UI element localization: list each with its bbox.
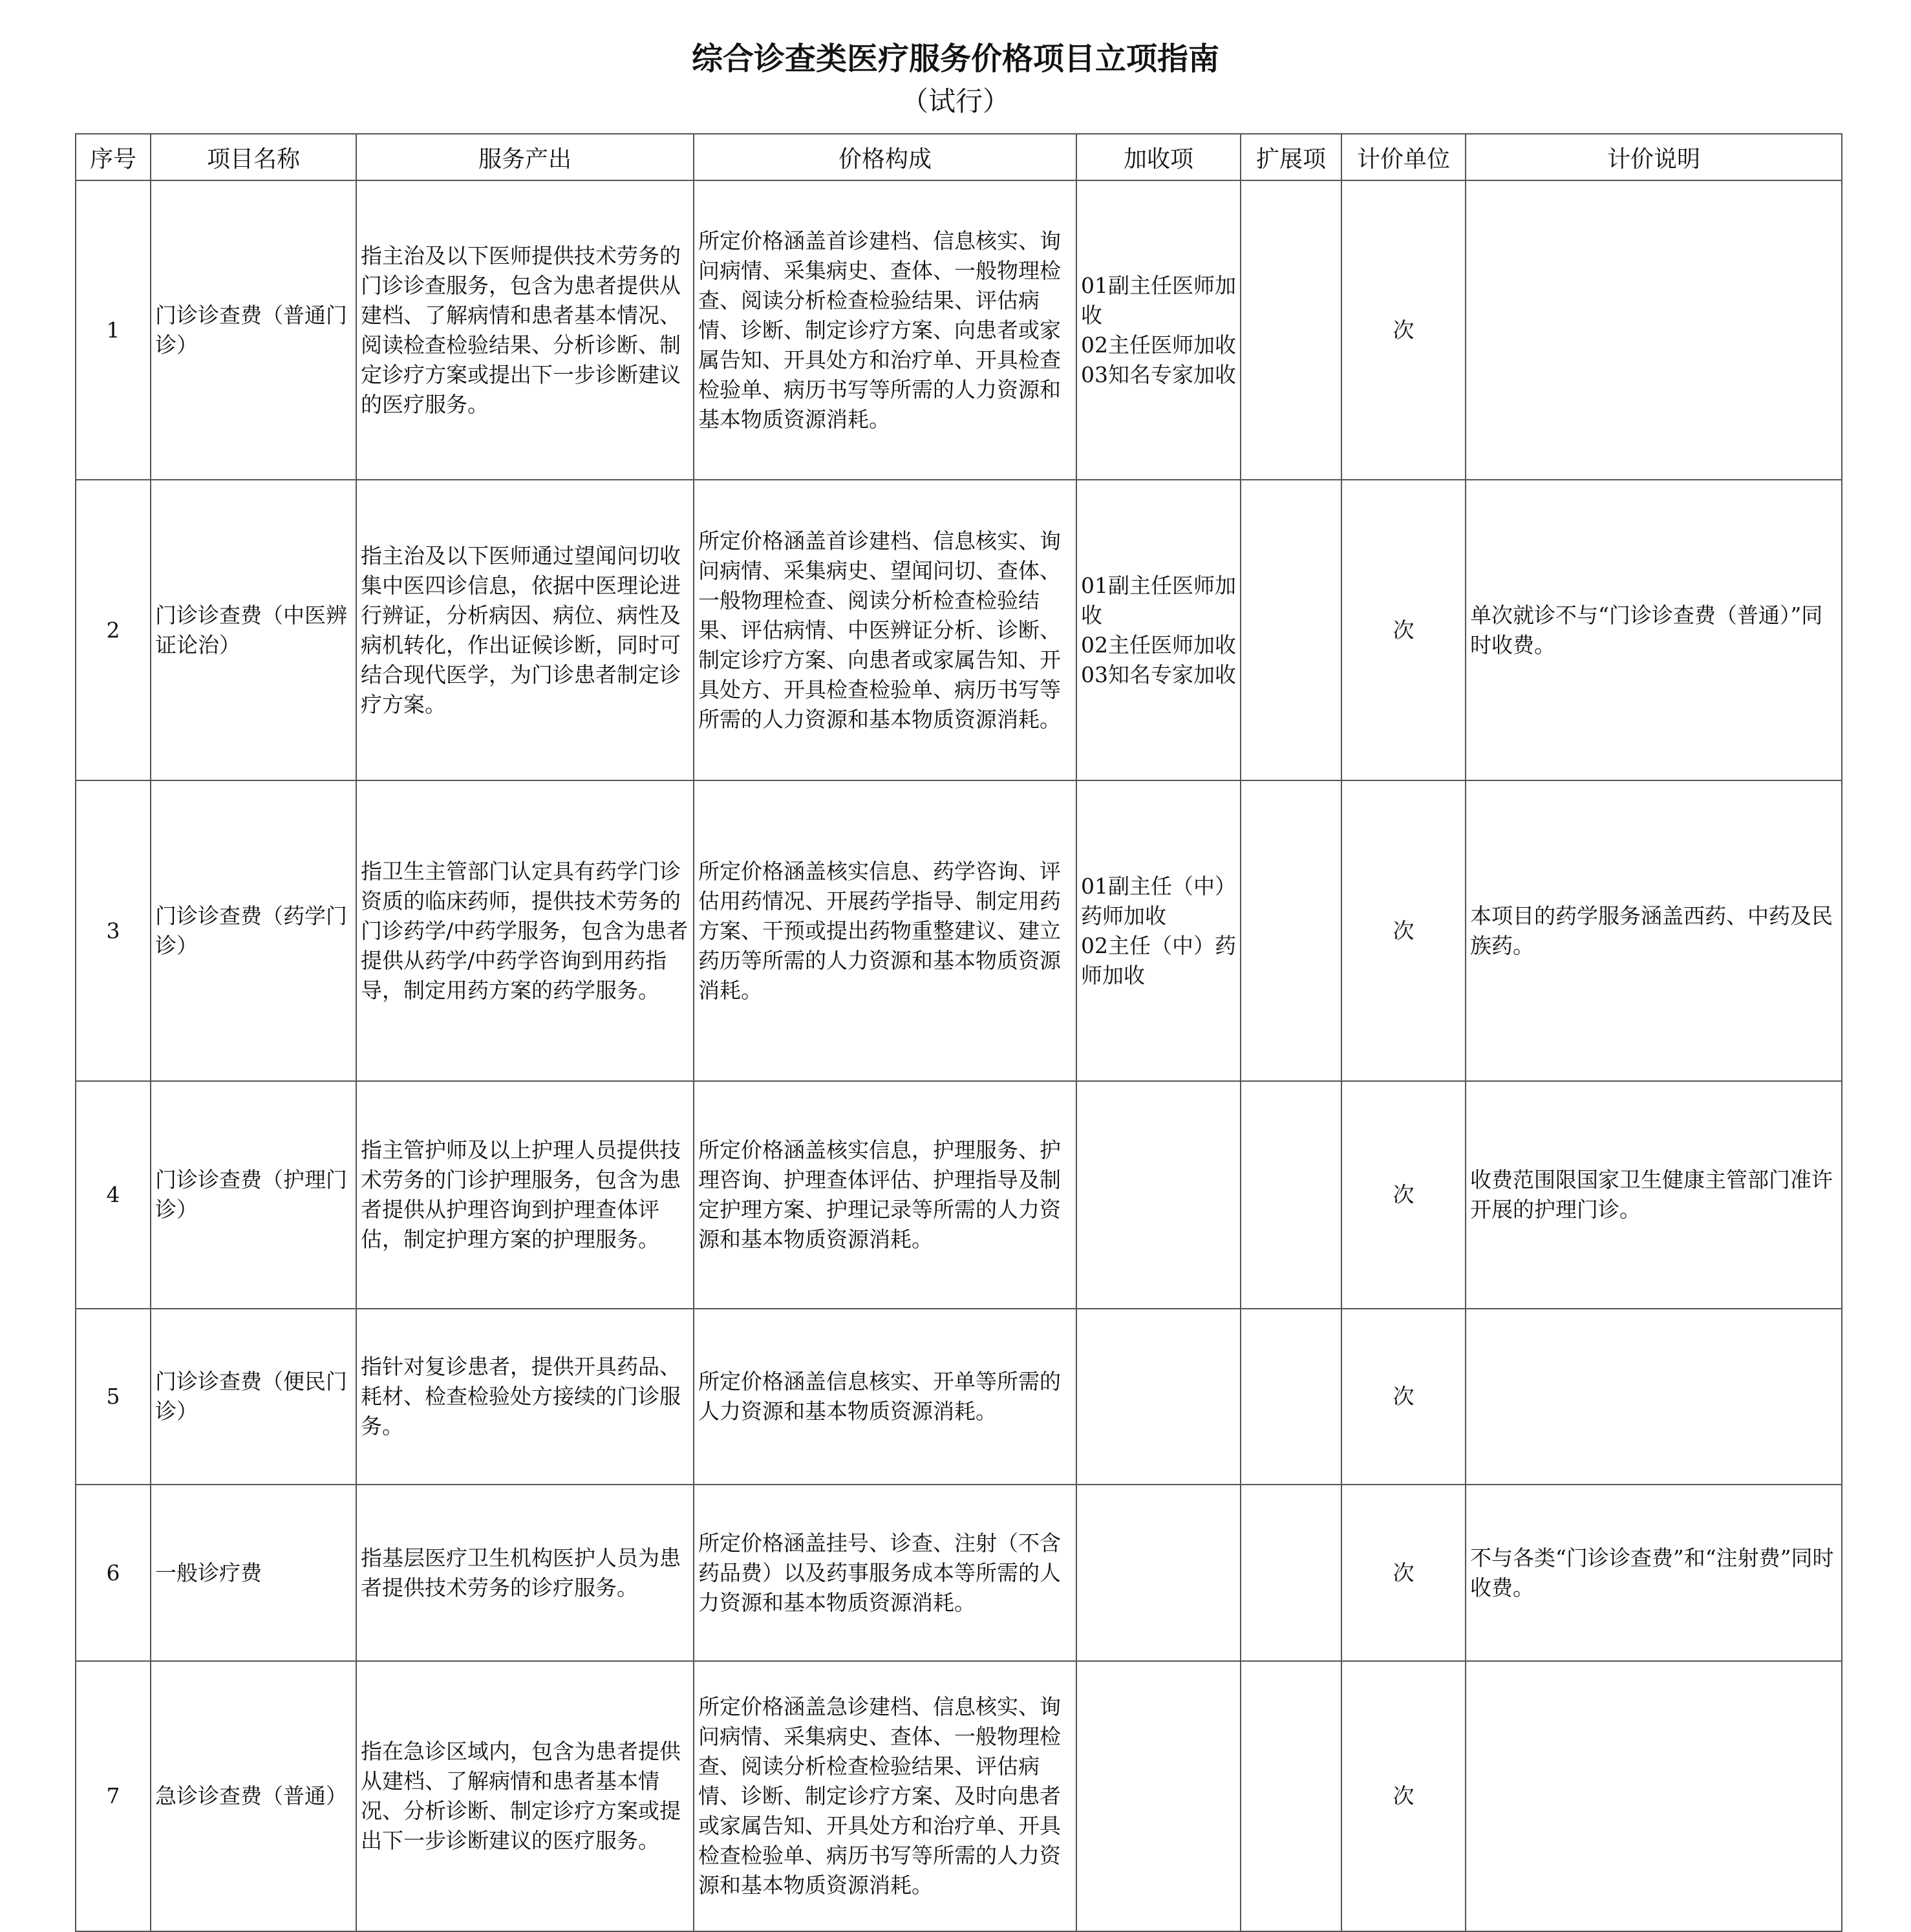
cell-price: 所定价格涵盖挂号、诊查、注射（不含药品费）以及药事服务成本等所需的人力资源和基本物质资源消耗。 — [694, 1485, 1076, 1661]
cell-note — [1466, 1309, 1842, 1485]
cell-unit: 次 — [1341, 1661, 1466, 1931]
cell-note: 收费范围限国家卫生健康主管部门准许开展的护理门诊。 — [1466, 1081, 1842, 1309]
cell-no: 7 — [76, 1661, 151, 1931]
cell-surcharge — [1076, 1081, 1241, 1309]
cell-price: 所定价格涵盖急诊建档、信息核实、询问病情、采集病史、查体、一般物理检查、阅读分析检查检验结果、评估病情、诊断、制定诊疗方案、及时向患者或家属告知、开具处方和治疗单、开具检查检验单、病历书写等所需的人力资源和基本物质资源消耗。 — [694, 1661, 1076, 1931]
cell-name: 门诊诊查费（护理门诊） — [151, 1081, 356, 1309]
cell-output: 指主治及以下医师通过望闻问切收集中医四诊信息，依据中医理论进行辨证，分析病因、病位、病性及病机转化，作出证候诊断，同时可结合现代医学，为门诊患者制定诊疗方案。 — [356, 480, 694, 780]
cell-extension — [1241, 1081, 1341, 1309]
cell-output: 指主治及以下医师提供技术劳务的门诊诊查服务，包含为患者提供从建档、了解病情和患者基本情况、阅读检查检验结果、分析诊断、制定诊疗方案或提出下一步诊断建议的医疗服务。 — [356, 180, 694, 480]
cell-note: 本项目的药学服务涵盖西药、中药及民族药。 — [1466, 780, 1842, 1081]
header-output: 服务产出 — [356, 134, 694, 180]
cell-surcharge — [1076, 1485, 1241, 1661]
cell-output: 指基层医疗卫生机构医护人员为患者提供技术劳务的诊疗服务。 — [356, 1485, 694, 1661]
cell-extension — [1241, 1485, 1341, 1661]
header-surcharge: 加收项 — [1076, 134, 1241, 180]
cell-surcharge: 01副主任医师加收 02主任医师加收 03知名专家加收 — [1076, 480, 1241, 780]
document-subtitle: （试行） — [901, 85, 1010, 117]
header-note: 计价说明 — [1466, 134, 1842, 180]
cell-surcharge: 01副主任（中）药师加收 02主任（中）药师加收 — [1076, 780, 1241, 1081]
cell-no: 1 — [76, 180, 151, 480]
cell-extension — [1241, 480, 1341, 780]
cell-price: 所定价格涵盖核实信息、药学咨询、评估用药情况、开展药学指导、制定用药方案、干预或提出药物重整建议、建立药历等所需的人力资源和基本物质资源消耗。 — [694, 780, 1076, 1081]
cell-unit: 次 — [1341, 1485, 1466, 1661]
cell-price: 所定价格涵盖信息核实、开单等所需的人力资源和基本物质资源消耗。 — [694, 1309, 1076, 1485]
cell-name: 门诊诊查费（普通门诊） — [151, 180, 356, 480]
cell-no: 4 — [76, 1081, 151, 1309]
cell-note: 单次就诊不与“门诊诊查费（普通）”同时收费。 — [1466, 480, 1842, 780]
cell-name: 一般诊疗费 — [151, 1485, 356, 1661]
cell-extension — [1241, 1309, 1341, 1485]
header-price: 价格构成 — [694, 134, 1076, 180]
cell-note: 不与各类“门诊诊查费”和“注射费”同时收费。 — [1466, 1485, 1842, 1661]
cell-unit: 次 — [1341, 780, 1466, 1081]
cell-no: 5 — [76, 1309, 151, 1485]
table-row — [76, 1081, 1842, 1309]
document-title: 综合诊查类医疗服务价格项目立项指南 — [691, 41, 1219, 77]
cell-price: 所定价格涵盖核实信息，护理服务、护理咨询、护理查体评估、护理指导及制定护理方案、护理记录等所需的人力资源和基本物质资源消耗。 — [694, 1081, 1076, 1309]
cell-surcharge — [1076, 1309, 1241, 1485]
cell-no: 3 — [76, 780, 151, 1081]
cell-output: 指主管护师及以上护理人员提供技术劳务的门诊护理服务，包含为患者提供从护理咨询到护理查体评估，制定护理方案的护理服务。 — [356, 1081, 694, 1309]
price-items-table — [75, 133, 1842, 1932]
cell-unit: 次 — [1341, 480, 1466, 780]
cell-output: 指针对复诊患者，提供开具药品、耗材、检查检验处方接续的门诊服务。 — [356, 1309, 694, 1485]
cell-extension — [1241, 780, 1341, 1081]
header-no: 序号 — [76, 134, 151, 180]
cell-unit: 次 — [1341, 1309, 1466, 1485]
header-name: 项目名称 — [151, 134, 356, 180]
cell-surcharge: 01副主任医师加收 02主任医师加收 03知名专家加收 — [1076, 180, 1241, 480]
cell-extension — [1241, 1661, 1341, 1931]
cell-price: 所定价格涵盖首诊建档、信息核实、询问病情、采集病史、望闻问切、查体、一般物理检查、阅读分析检查检验结果、评估病情、中医辨证分析、诊断、制定诊疗方案、向患者或家属告知、开具处方、开具检查检验单、病历书写等所需的人力资源和基本物质资源消耗。 — [694, 480, 1076, 780]
table-row — [76, 1661, 1842, 1931]
header-unit: 计价单位 — [1341, 134, 1466, 180]
cell-no: 2 — [76, 480, 151, 780]
cell-surcharge — [1076, 1661, 1241, 1931]
table-header-row — [76, 134, 1842, 180]
table-row — [76, 780, 1842, 1081]
table-row — [76, 1309, 1842, 1485]
table-row — [76, 1485, 1842, 1661]
cell-price: 所定价格涵盖首诊建档、信息核实、询问病情、采集病史、查体、一般物理检查、阅读分析检查检验结果、评估病情、诊断、制定诊疗方案、向患者或家属告知、开具处方和治疗单、开具检查检验单、病历书写等所需的人力资源和基本物质资源消耗。 — [694, 180, 1076, 480]
cell-name: 门诊诊查费（药学门诊） — [151, 780, 356, 1081]
cell-no: 6 — [76, 1485, 151, 1661]
cell-output: 指在急诊区域内，包含为患者提供从建档、了解病情和患者基本情况、分析诊断、制定诊疗方案或提出下一步诊断建议的医疗服务。 — [356, 1661, 694, 1931]
cell-note — [1466, 180, 1842, 480]
cell-name: 急诊诊查费（普通） — [151, 1661, 356, 1931]
cell-name: 门诊诊查费（便民门诊） — [151, 1309, 356, 1485]
cell-output: 指卫生主管部门认定具有药学门诊资质的临床药师，提供技术劳务的门诊药学/中药学服务，包含为患者提供从药学/中药学咨询到用药指导，制定用药方案的药学服务。 — [356, 780, 694, 1081]
table-row — [76, 180, 1842, 480]
cell-extension — [1241, 180, 1341, 480]
table-row — [76, 480, 1842, 780]
cell-name: 门诊诊查费（中医辨证论治） — [151, 480, 356, 780]
header-extension: 扩展项 — [1241, 134, 1341, 180]
cell-unit: 次 — [1341, 1081, 1466, 1309]
cell-unit: 次 — [1341, 180, 1466, 480]
cell-note — [1466, 1661, 1842, 1931]
